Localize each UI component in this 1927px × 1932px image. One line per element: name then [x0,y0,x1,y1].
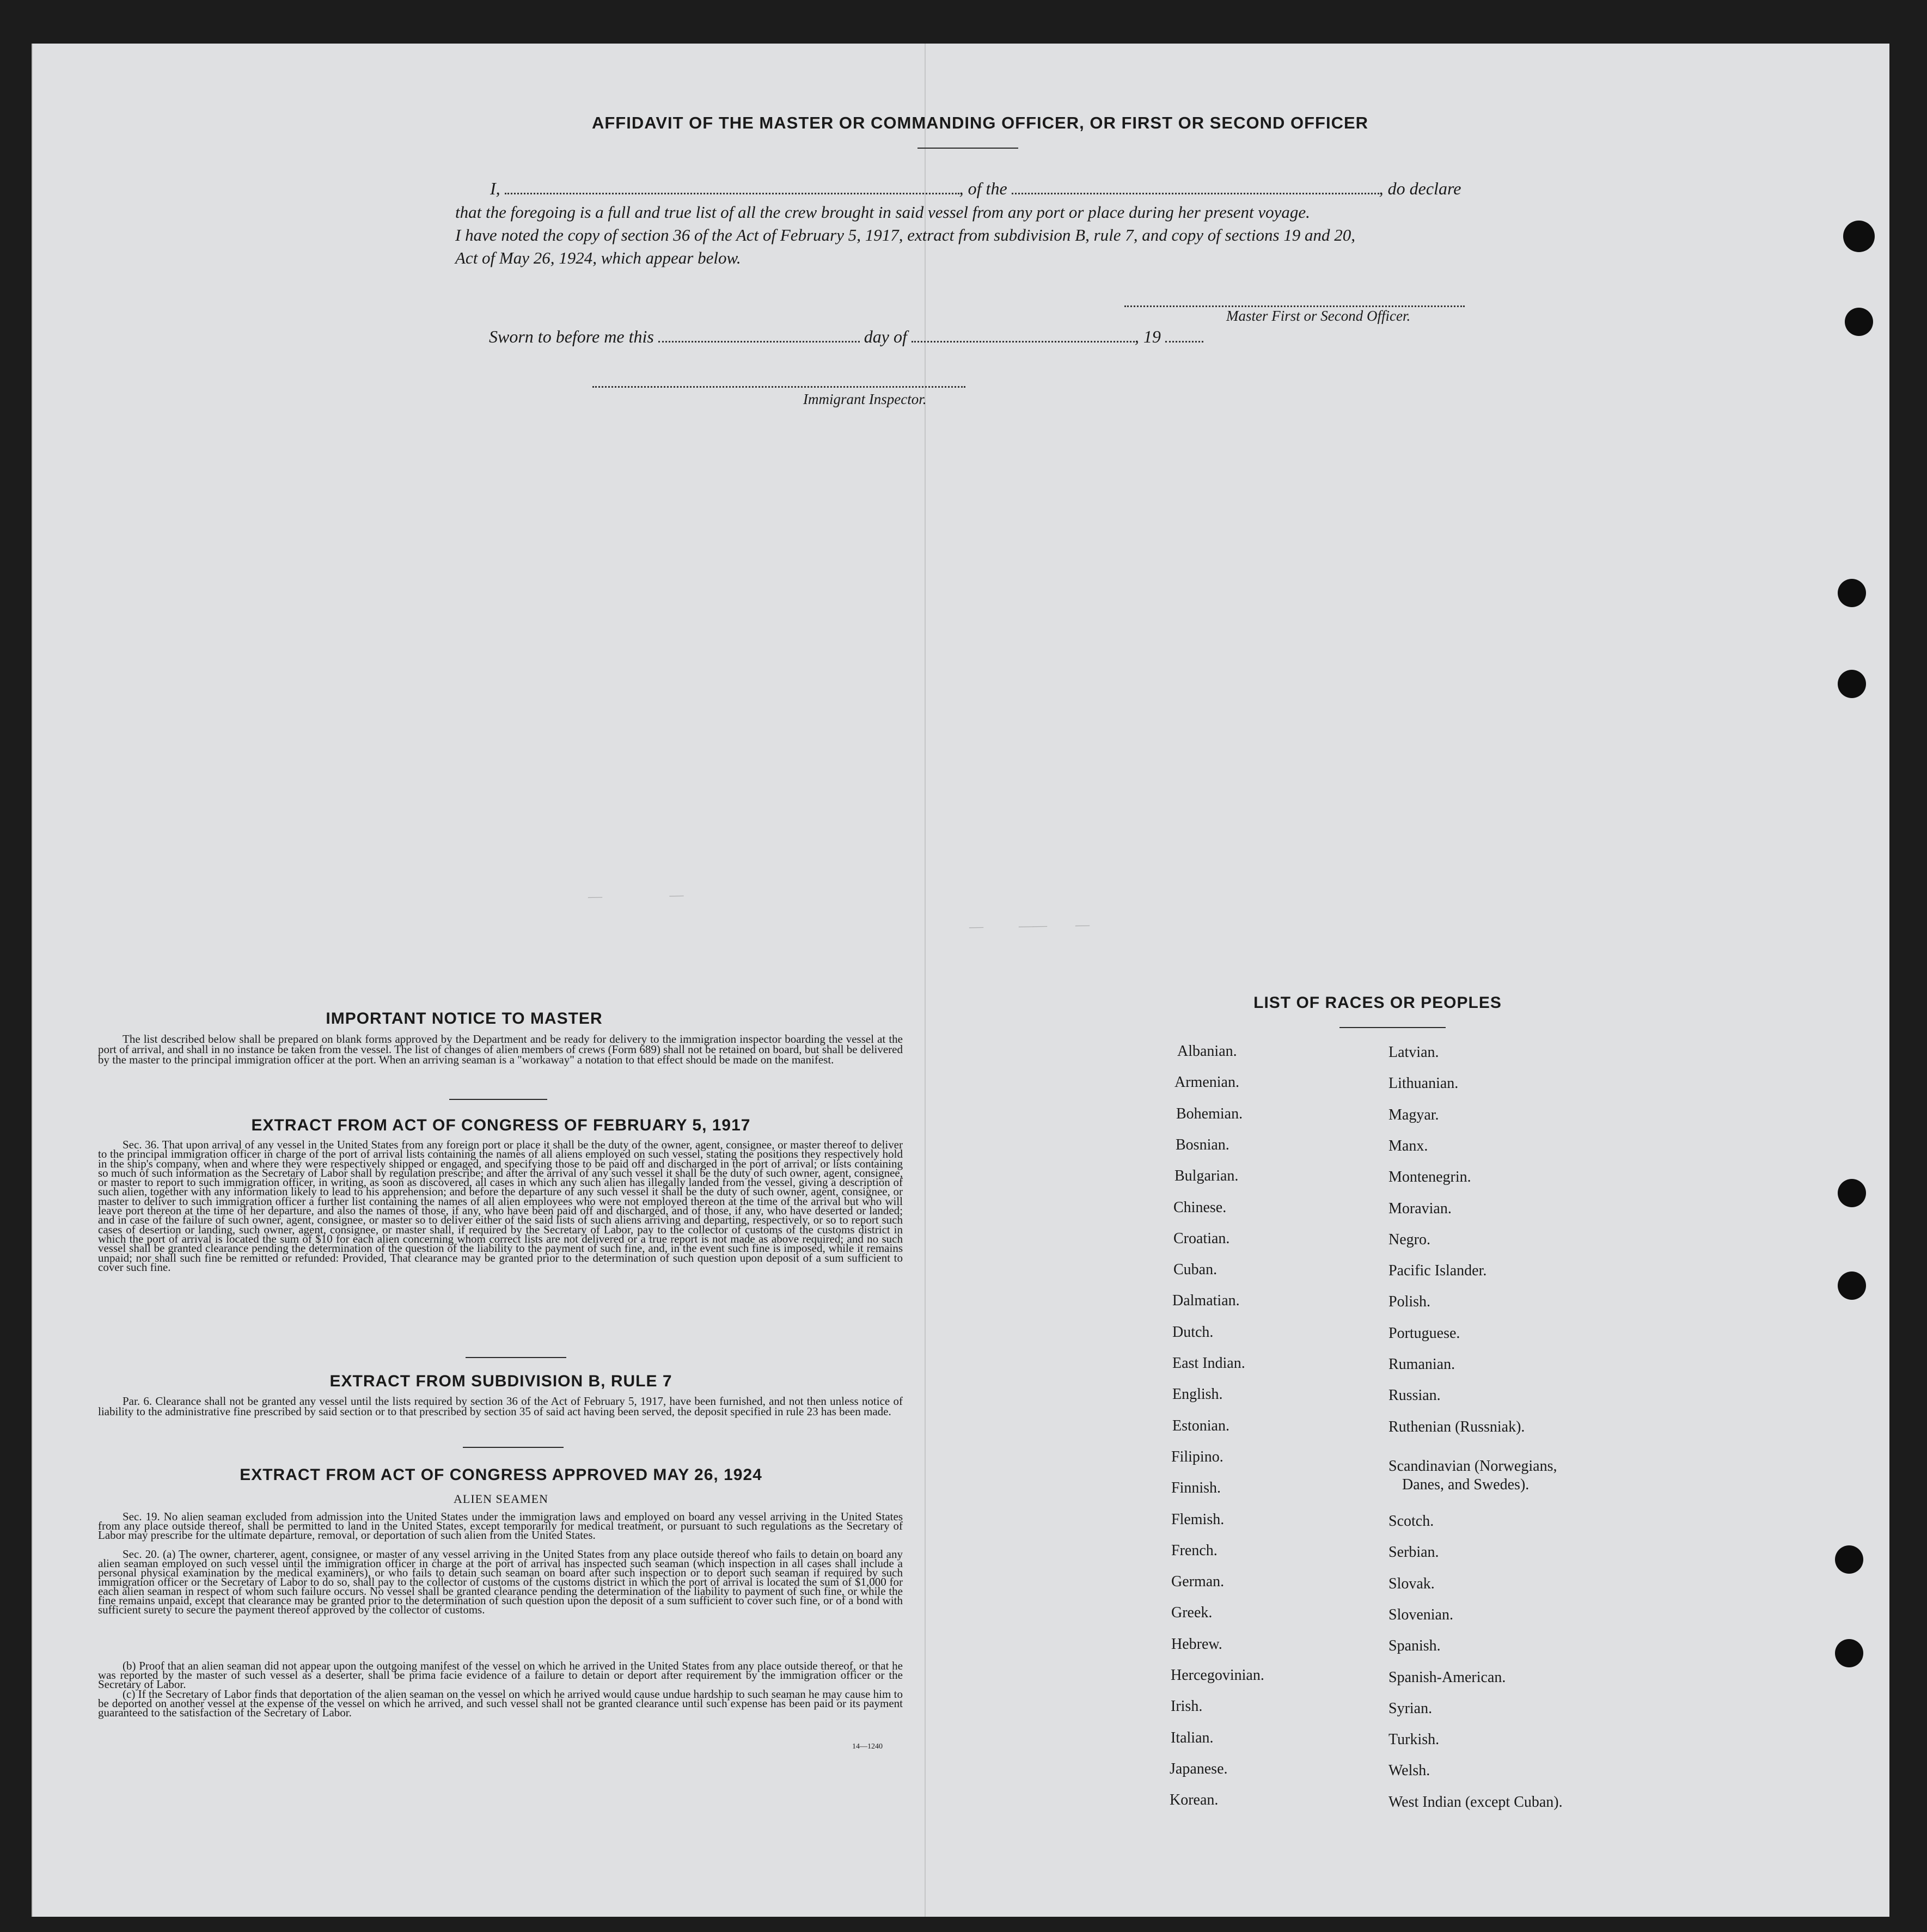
punch-hole [1843,221,1875,252]
document-page [32,44,1889,1917]
race-item: French. [1171,1542,1218,1559]
race-item: Spanish. [1388,1637,1441,1655]
inspector-caption: Immigrant Inspector. [803,391,927,407]
sec-19-text: Sec. 19. No alien seaman excluded from admission into the United States under the immigration laws and employed on board any vessel arriving in the United States from any place outside thereof, shall be permitted to land in the United States, except temporarily for medical treatment, or pursuant to such regulations as the Secretary of Labor may prescribe for the ultimate departure, removal, or deportation of such alien from the United States. [98,1510,903,1542]
notice-rule [449,1099,547,1100]
race-item: Japanese. [1170,1760,1228,1777]
race-item: Montenegrin. [1388,1169,1471,1186]
race-item: Manx. [1388,1137,1428,1154]
race-item: Dalmatian. [1172,1292,1240,1310]
race-item: West Indian (except Cuban). [1388,1793,1563,1811]
extract-1924-title: EXTRACT FROM ACT OF CONGRESS APPROVED MAY 26, 1924 [240,1466,762,1484]
sec-20b-text: (b) Proof that an alien seaman did not appear upon the outgoing manifest of the vessel on which he arrived in the United States from any place outside thereof, or that he was reported by the master of such vessel as a deserter, shall be prima facie evidence of a failure to detain or deport after requirement by the immigration officer or the Secretary of Labor. [98,1659,903,1691]
title-rule [917,148,1018,149]
race-item: Turkish. [1388,1731,1440,1748]
sworn-year-prefix: , 19 [1134,327,1161,346]
affidavit-i: I, [490,179,500,198]
race-item: Albanian. [1177,1043,1237,1060]
extract-rule7-title: EXTRACT FROM SUBDIVISION B, RULE 7 [329,1372,672,1390]
race-item: Spanish-American. [1388,1668,1506,1686]
sec-20a-text: Sec. 20. (a) The owner, charterer, agent, consignee, or master of any vessel arriving in the United States from any place outside thereof who fails to detain on board any alien seaman employed on such vessel until the immigration officer in charge at the port of arrival has inspected such seaman (which inspection in all cases shall include a personal physical examination by the medical examiners), or who fails to detain such seaman on board after such inspection or to deport such seaman if required by such immigration officer or the Secretary of Labor to do so, shall pay to the collector of customs of the customs district in which the port of arrival is located the sum of $1,000 for each alien seaman in respect of whom such failure occurs. No vessel shall be granted clearance pending the determination of the liability to payment of such fine, or while the fine remains unpaid, except that clearance may be granted prior to the determination of such question upon the deposit of a sum sufficient to cover such fine, or of a bond with sufficient surety to secure the payment thereof approved by the collector of customs. [98,1548,903,1616]
race-item: Scandinavian (Norwegians, [1388,1458,1557,1475]
race-item: Slovenian. [1388,1606,1453,1623]
master-signature-line[interactable] [1124,305,1465,307]
race-item: Latvian. [1388,1044,1439,1061]
race-item: Greek. [1171,1604,1213,1622]
affidavit-do-declare: , do declare [1379,179,1461,198]
sworn-text: Sworn to before me this [489,327,654,346]
race-item: Syrian. [1388,1699,1433,1717]
affidavit-line-2: that the foregoing is a full and true list of all the crew brought in said vessel from any port or place during her present voyage. [455,203,1310,222]
race-item: Korean. [1170,1792,1219,1809]
punch-hole [1838,1271,1866,1300]
bleed-through: — —— — [969,916,1090,934]
sworn-month-field[interactable] [911,340,1135,343]
punch-hole [1835,1639,1863,1667]
race-item: Serbian. [1388,1544,1439,1561]
center-fold [925,44,926,1917]
punch-hole [1838,579,1866,607]
master-caption: Master First or Second Officer. [1226,308,1411,324]
inspector-signature-line[interactable] [592,386,965,388]
extract-rule7-rule [463,1447,564,1448]
affidavit-line-1 [490,179,1461,199]
affidavit-line-3: I have noted the copy of section 36 of the Act of February 5, 1917, extract from subdivision B, rule 7, and copy of sections 19 and 20, [455,225,1356,244]
race-item: Croatian. [1173,1230,1230,1247]
race-item: Lithuanian. [1388,1075,1459,1092]
sworn-day-field[interactable] [658,340,860,343]
race-item: Scotch. [1388,1513,1434,1530]
race-item: Russian. [1388,1387,1441,1404]
race-item: Italian. [1171,1729,1214,1746]
race-item: Flemish. [1171,1511,1225,1528]
race-item: German. [1171,1573,1225,1591]
race-item: Ruthenian (Russniak). [1388,1418,1525,1435]
extract-1917-text: Sec. 36. That upon arrival of any vessel in the United States from any foreign port or place it shall be the duty of the owner, agent, consignee, or master thereof to deliver to the principal immigration officer in charge of the port of arrival lists containing the names of all aliens employed on such vessel, stating the positions they respectively hold in the ship's company, when and where they were respectively shipped or engaged, and specifying those to be paid off and discharged in the port of arrival; or lists containing so much of such information as the Secretary of Labor shall by regulation prescribe; and after the arrival of any such vessel it shall be the duty of such owner, agent, consignee, or master to report to such immigration officer, in writing, as soon as discovered, all cases in which any such alien has illegally landed from the vessel, giving a description of such alien, together with any information likely to lead to his apprehension; and before the departure of any such vessel it shall be the duty of such owner, agent, consignee, or master to deliver to such immigration officer a further list containing the names of all alien employees who were not employed thereon at the time of the arrival but who will leave port thereon at the time of her departure, and also the names of those, if any, who have been paid off and discharged, and of those, if any, who have deserted or landed; and in case of the failure of such owner, agent, consignee, or master so to deliver either of the said lists of such aliens arriving and departing, respectively, or so to report such cases of desertion or landing, such owner, agent, consignee, or master shall, if required by the Secretary of Labor, pay to the collector of customs of the customs district in which the port of arrival is located the sum of $10 for each alien concerning whom correct lists are not delivered or a true report is not made as above required; and no such vessel shall be granted clearance pending the determination of the question of the liability to the payment of such fine, and, in the event such fine is imposed, while it remains unpaid; nor shall such fine be remitted or refunded: Provided, That clearance may be granted prior to the determination of such question upon deposit of a sum sufficient to cover such fine. [98,1138,903,1274]
extract-rule7-text: Par. 6. Clearance shall not be granted any vessel until the lists required by section 36 of the Act of February 5, 1917, have been furnished, and not then unless notice of liability to the administrative fine prescribed by said section or to that prescribed by section 35 of said act having been served, the deposit specified in rule 23 has been made. [98,1395,903,1418]
affidavit-line-4: Act of May 26, 1924, which appear below. [455,248,741,267]
bleed-through: — — [588,886,684,904]
race-item: Bosnian. [1176,1136,1229,1153]
race-item: Filipino. [1171,1448,1224,1465]
name-field[interactable] [505,192,959,194]
race-item: Chinese. [1173,1199,1227,1216]
form-number: 14—1240 [852,1743,883,1751]
race-item: East Indian. [1172,1355,1245,1372]
punch-hole [1835,1545,1863,1574]
race-item: Pacific Islander. [1388,1262,1487,1280]
races-title: LIST OF RACES OR PEOPLES [1253,994,1502,1012]
notice-text: The list described below shall be prepared on blank forms approved by the Department and be ready for delivery to the immigration inspector boarding the vessel at the port of arrival, and shall in no instance be taken from the vessel. The list of changes of alien members of crews (Form 689) shall not be retained on board, but shall be delivered by the master to the principal immigration officer at the port. When an arriving seaman is a "workaway" a notation to that effect should be made on the manifest. [98,1032,903,1066]
race-item: Dutch. [1172,1323,1214,1341]
sworn-year-field[interactable] [1165,340,1203,343]
affidavit-of-the: , of the [959,179,1007,198]
notice-title: IMPORTANT NOTICE TO MASTER [326,1010,603,1028]
race-item: Bohemian. [1176,1105,1243,1122]
race-item: Irish. [1171,1698,1203,1715]
races-rule [1339,1027,1446,1028]
race-item: Magyar. [1388,1106,1439,1123]
race-item: Hercegovinian. [1171,1667,1264,1684]
extract-1924-subtitle: ALIEN SEAMEN [454,1492,548,1506]
race-item: Hebrew. [1171,1635,1222,1653]
extract-1917-title: EXTRACT FROM ACT OF CONGRESS OF FEBRUARY 5, 1917 [251,1116,751,1134]
race-item: Negro. [1388,1231,1430,1248]
affidavit-title: AFFIDAVIT OF THE MASTER OR COMMANDING OFFICER, OR FIRST OR SECOND OFFICER [591,113,1369,132]
race-item: Danes, and Swedes). [1402,1476,1530,1493]
vessel-field[interactable] [1012,192,1379,194]
race-item: Polish. [1388,1293,1431,1311]
race-item: English. [1172,1386,1223,1403]
race-item: Slovak. [1388,1575,1435,1592]
race-item: Bulgarian. [1174,1167,1239,1185]
punch-hole [1838,670,1866,698]
sworn-line [489,327,1203,347]
race-item: Moravian. [1388,1200,1452,1217]
race-item: Estonian. [1172,1417,1229,1434]
race-item: Armenian. [1174,1074,1239,1091]
race-item: Welsh. [1388,1762,1430,1780]
punch-hole [1838,1179,1866,1207]
sworn-day-of: day of [864,327,907,346]
sec-20c-text: (c) If the Secretary of Labor finds that deportation of the alien seaman on the vessel on which he arrived would cause undue hardship to such seaman he may cause him to be deported on another vessel at the expense of the vessel on which he arrived, and such vessel shall not be granted clearance until such expense has been paid or its payment guaranteed to the satisfaction of the Secretary of Labor. [98,1688,903,1719]
punch-hole [1845,308,1873,336]
extract-1917-rule [466,1357,566,1358]
race-item: Rumanian. [1388,1356,1455,1373]
race-item: Portuguese. [1388,1324,1460,1342]
race-item: Cuban. [1173,1261,1218,1279]
race-item: Finnish. [1171,1479,1221,1497]
